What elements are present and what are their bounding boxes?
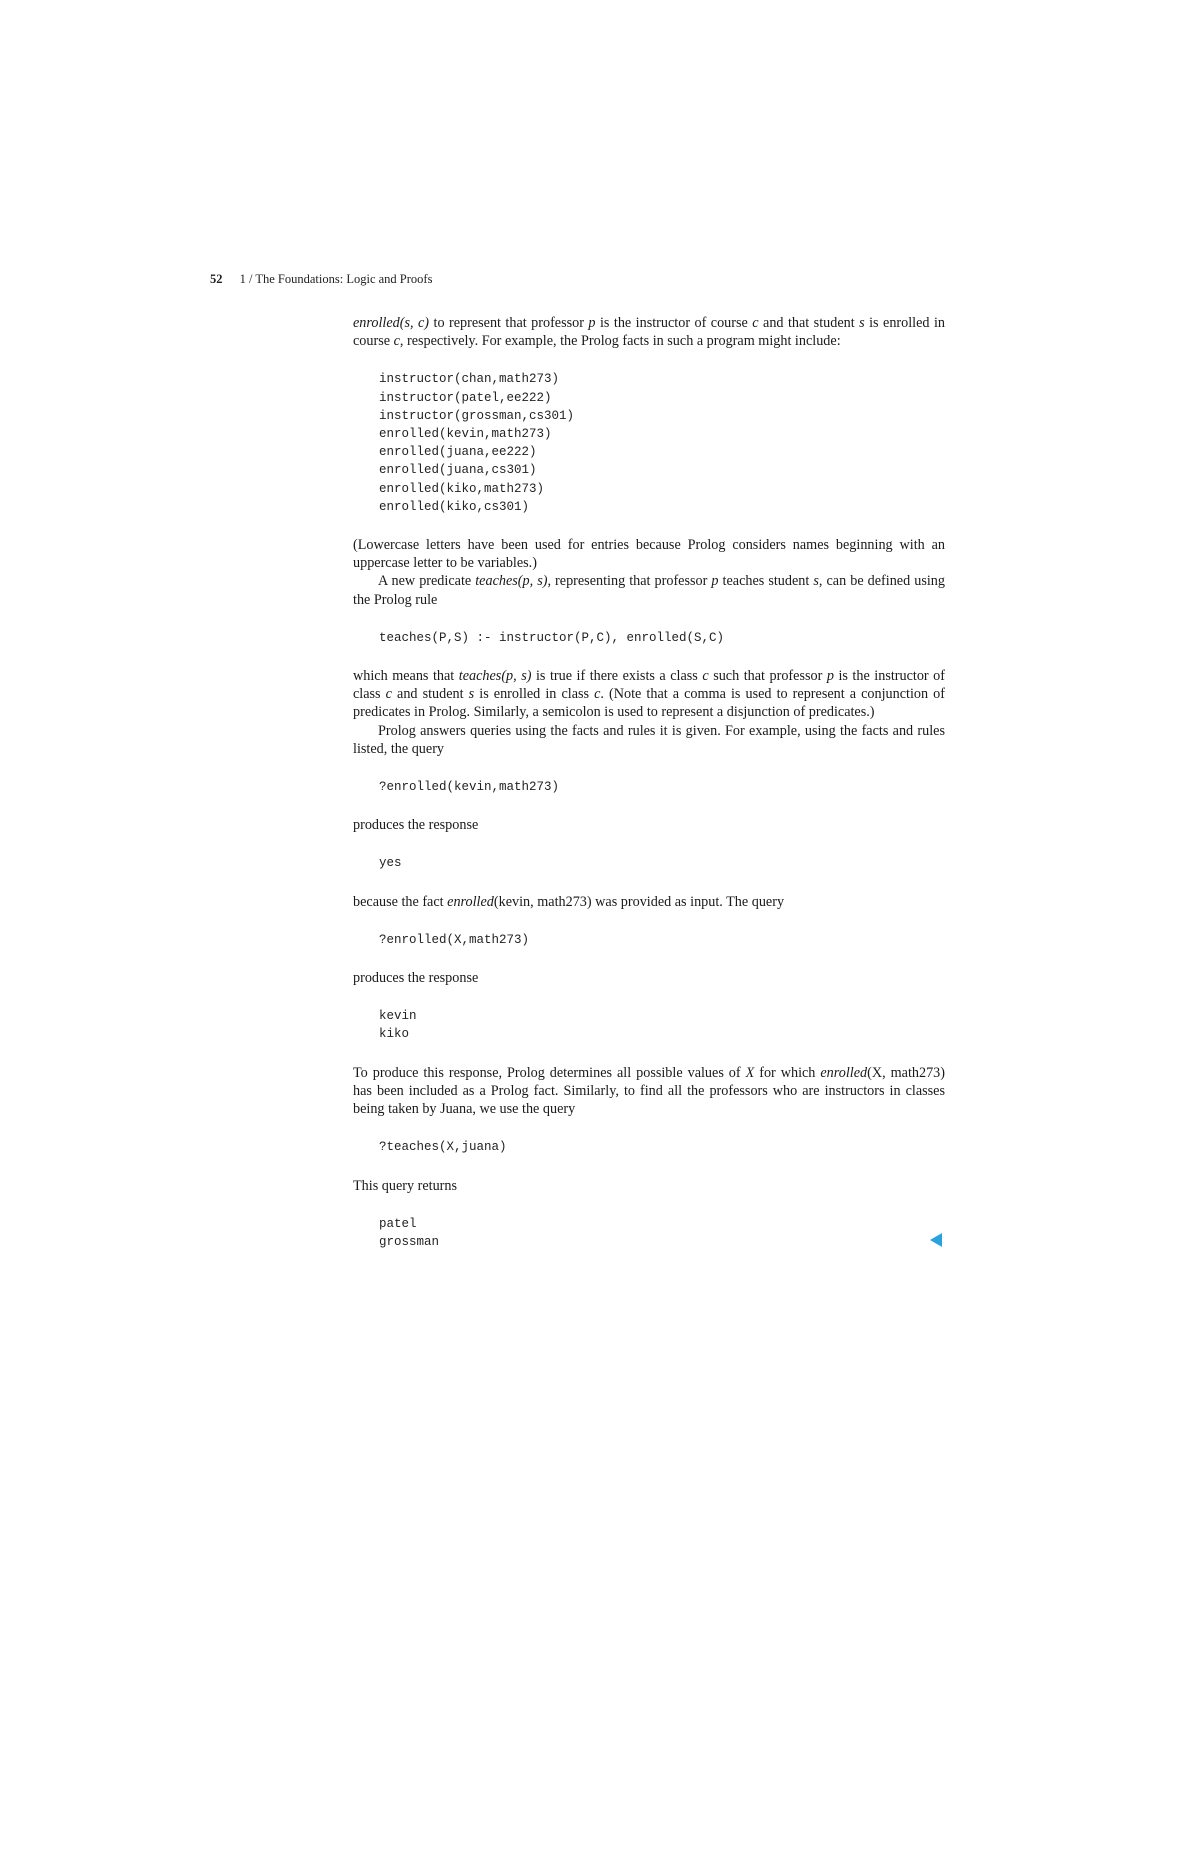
code-line: kevin: [379, 1009, 417, 1024]
paragraph-5: Prolog answers queries using the facts and rules it is given. For example, using the facts and rules listed, the query: [353, 722, 945, 757]
query-2: ?enrolled(X,math273): [379, 932, 530, 947]
paragraph-4: which means that teaches(p, s) is true if there exists a class c such that professor p is the instructor of class c and student s is enrolled in class c. (Note that a comma is used to represent a conjunction of predicates in Prolog. Similarly, a semicolon is used to represent a disjunction of predicates.): [353, 668, 945, 721]
code-line: patel: [379, 1216, 417, 1231]
paragraph-1: enrolled(s, c) to represent that professor p is the instructor of course c and that student s is enrolled in course c, respectively. For example, the Prolog facts in such a program might include:: [353, 315, 945, 350]
paragraph-3: A new predicate teaches(p, s), representing that professor p teaches student s, can be defined using the Prolog rule: [353, 573, 945, 608]
prolog-facts: [353, 370, 945, 516]
query-3: ?teaches(X,juana): [379, 1140, 507, 1155]
code-line: enrolled(juana,cs301): [379, 463, 537, 478]
code-line: instructor(chan,math273): [379, 372, 560, 387]
paragraph-2: (Lowercase letters have been used for entries because Prolog considers names beginning with an uppercase letter to be variables.): [353, 537, 945, 572]
paragraph-7: because the fact enrolled(kevin, math273) was provided as input. The query: [353, 893, 785, 910]
page-number: 52: [210, 272, 223, 286]
response-2: [353, 1007, 945, 1043]
page-body: [353, 314, 945, 1251]
prolog-rule: teaches(P,S) :- instructor(P,C), enrolled(S,C): [379, 630, 725, 645]
paragraph-6: produces the response: [353, 817, 479, 834]
running-title: 1 / The Foundations: Logic and Proofs: [239, 272, 433, 286]
predicate-name: enrolled: [353, 315, 400, 331]
paragraph-10: This query returns: [353, 1177, 458, 1194]
response-1: yes: [379, 856, 402, 871]
code-line: kiko: [379, 1027, 410, 1042]
code-line: enrolled(kevin,math273): [379, 427, 552, 442]
paragraph-8: produces the response: [353, 970, 479, 987]
code-line: enrolled(kiko,cs301): [379, 499, 530, 514]
left-triangle-icon: [930, 1233, 942, 1247]
code-line: enrolled(juana,ee222): [379, 445, 537, 460]
code-line: grossman: [379, 1234, 440, 1249]
code-line: instructor(patel,ee222): [379, 390, 552, 405]
paragraph-9: To produce this response, Prolog determines all possible values of X for which enrolled(X, math273) has been included as a Prolog fact. Similarly, to find all the professors who are instructors in classes being taken by Juana, we use the query: [353, 1064, 945, 1118]
running-header: [210, 272, 432, 287]
code-line: instructor(grossman,cs301): [379, 408, 575, 423]
query-1: ?enrolled(kevin,math273): [379, 780, 560, 795]
code-line: enrolled(kiko,math273): [379, 481, 545, 496]
response-3: [353, 1215, 945, 1251]
